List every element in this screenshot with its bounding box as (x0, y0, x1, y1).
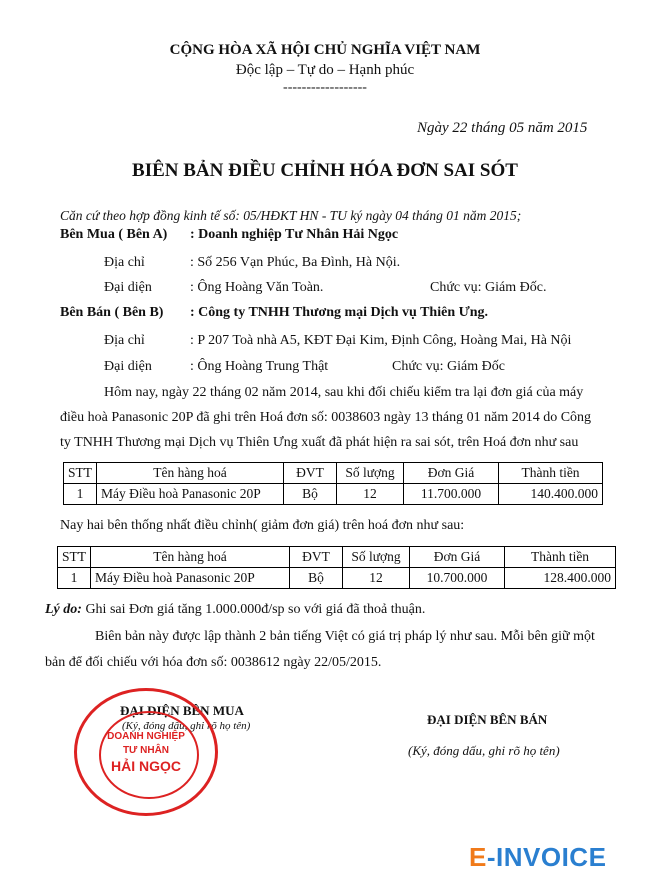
seller-signature-note: (Ký, đóng dấu, ghi rõ họ tên) (408, 743, 560, 758)
adjusted-invoice-table (57, 546, 616, 589)
seller-position: Chức vụ: Giám Đốc (392, 359, 505, 374)
seal-line-2: TƯ NHÂN (122, 745, 170, 756)
seller-label: Bên Bán ( Bên B) (60, 305, 164, 320)
cell-unit: Bộ (290, 568, 343, 589)
reason-label: Lý do: (45, 602, 82, 617)
cell-qty: 12 (337, 484, 404, 505)
document-title: BIÊN BẢN ĐIỀU CHỈNH HÓA ĐƠN SAI SÓT (132, 160, 518, 181)
cell-unit-price: 10.700.000 (410, 568, 505, 589)
cell-stt: 1 (58, 568, 91, 589)
table-header-row (64, 463, 603, 484)
seller-name: : Công ty TNHH Thương mại Dịch vụ Thiên Ưng. (190, 305, 489, 320)
buyer-name: : Doanh nghiệp Tư Nhân Hải Ngọc (190, 227, 399, 242)
cell-unit: Bộ (284, 484, 337, 505)
agreement-line: Nay hai bên thống nhất điều chỉnh( giảm đơn giá) trên hoá đơn như sau: (60, 518, 465, 533)
body-para-line-2: điều hoà Panasonic 20P đã ghi trên Hoá đơn số: 0038603 ngày 13 tháng 01 năm 2014 do Công (60, 410, 592, 425)
col-header-stt: STT (58, 547, 91, 568)
seller-rep-label: Đại diện (104, 359, 152, 374)
reason-text: Ghi sai Đơn giá tăng 1.000.000đ/sp so với giá đã thoả thuận. (81, 602, 426, 617)
seller-rep: : Ông Hoàng Trung Thật (190, 359, 329, 374)
col-header-item: Tên hàng hoá (91, 547, 290, 568)
col-header-qty: Số lượng (343, 547, 410, 568)
col-header-qty: Số lượng (337, 463, 404, 484)
cell-total: 140.400.000 (499, 484, 603, 505)
buyer-address: : Số 256 Vạn Phúc, Ba Đình, Hà Nội. (190, 255, 401, 270)
buyer-rep-label: Đại diện (104, 280, 152, 295)
col-header-total: Thành tiền (505, 547, 616, 568)
buyer-rep: : Ông Hoàng Văn Toàn. (190, 280, 324, 295)
national-title: CỘNG HÒA XÃ HỘI CHỦ NGHĨA VIỆT NAM (169, 42, 481, 58)
e-invoice-logo (469, 842, 606, 873)
national-motto: Độc lập – Tự do – Hạnh phúc (235, 62, 415, 78)
seller-signature-title: ĐẠI DIỆN BÊN BÁN (427, 712, 548, 727)
cell-stt: 1 (64, 484, 97, 505)
cell-item: Máy Điều hoà Panasonic 20P (97, 484, 284, 505)
motto-divider: ------------------ (283, 80, 367, 95)
closing-line-1: Biên bản này được lập thành 2 bản tiếng Việt có giá trị pháp lý như sau. Mỗi bên giữ một (95, 629, 595, 644)
closing-line-2: bản để đối chiếu với hóa đơn số: 0038612 ngày 22/05/2015. (45, 655, 382, 670)
buyer-address-label: Địa chỉ (104, 255, 145, 270)
table-header-row (58, 547, 616, 568)
company-seal (74, 688, 218, 816)
logo-prefix: E (469, 842, 487, 872)
cell-total: 128.400.000 (505, 568, 616, 589)
cell-unit-price: 11.700.000 (404, 484, 499, 505)
buyer-label: Bên Mua ( Bên A) (60, 227, 168, 242)
cell-item: Máy Điều hoà Panasonic 20P (91, 568, 290, 589)
col-header-item: Tên hàng hoá (97, 463, 284, 484)
seller-address-label: Địa chỉ (104, 333, 145, 348)
col-header-unit-price: Đơn Giá (410, 547, 505, 568)
cell-qty: 12 (343, 568, 410, 589)
col-header-unit-price: Đơn Giá (404, 463, 499, 484)
seal-line-1: DOANH NGHIỆP (107, 731, 185, 742)
buyer-signature-note: (Ký, đóng dấu, ghi rõ họ tên) (122, 720, 251, 732)
document-date: Ngày 22 tháng 05 năm 2015 (417, 120, 588, 136)
reason-line (45, 602, 425, 618)
table-row (64, 484, 603, 505)
table-row (58, 568, 616, 589)
buyer-signature-title: ĐẠI DIỆN BÊN MUA (120, 703, 244, 718)
contract-basis: Căn cứ theo hợp đồng kinh tế số: 05/HĐKT HN - TU ký ngày 04 tháng 01 năm 2015; (60, 208, 522, 223)
buyer-position: Chức vụ: Giám Đốc. (430, 280, 547, 295)
seller-address: : P 207 Toà nhà A5, KĐT Đại Kim, Định Công, Hoàng Mai, Hà Nội (190, 333, 572, 348)
col-header-stt: STT (64, 463, 97, 484)
col-header-total: Thành tiền (499, 463, 603, 484)
original-invoice-table (63, 462, 603, 505)
logo-suffix: -INVOICE (486, 842, 607, 872)
seal-line-3: HẢI NGỌC (111, 758, 181, 774)
col-header-unit: ĐVT (284, 463, 337, 484)
body-para-line-1: Hôm nay, ngày 22 tháng 02 năm 2014, sau khi đối chiếu kiểm tra lại đơn giá của máy (104, 385, 584, 400)
col-header-unit: ĐVT (290, 547, 343, 568)
body-para-line-3: ty TNHH Thương mại Dịch vụ Thiên Ưng xuất đã phát hiện ra sai sót, trên Hoá đơn như sau (60, 435, 579, 450)
